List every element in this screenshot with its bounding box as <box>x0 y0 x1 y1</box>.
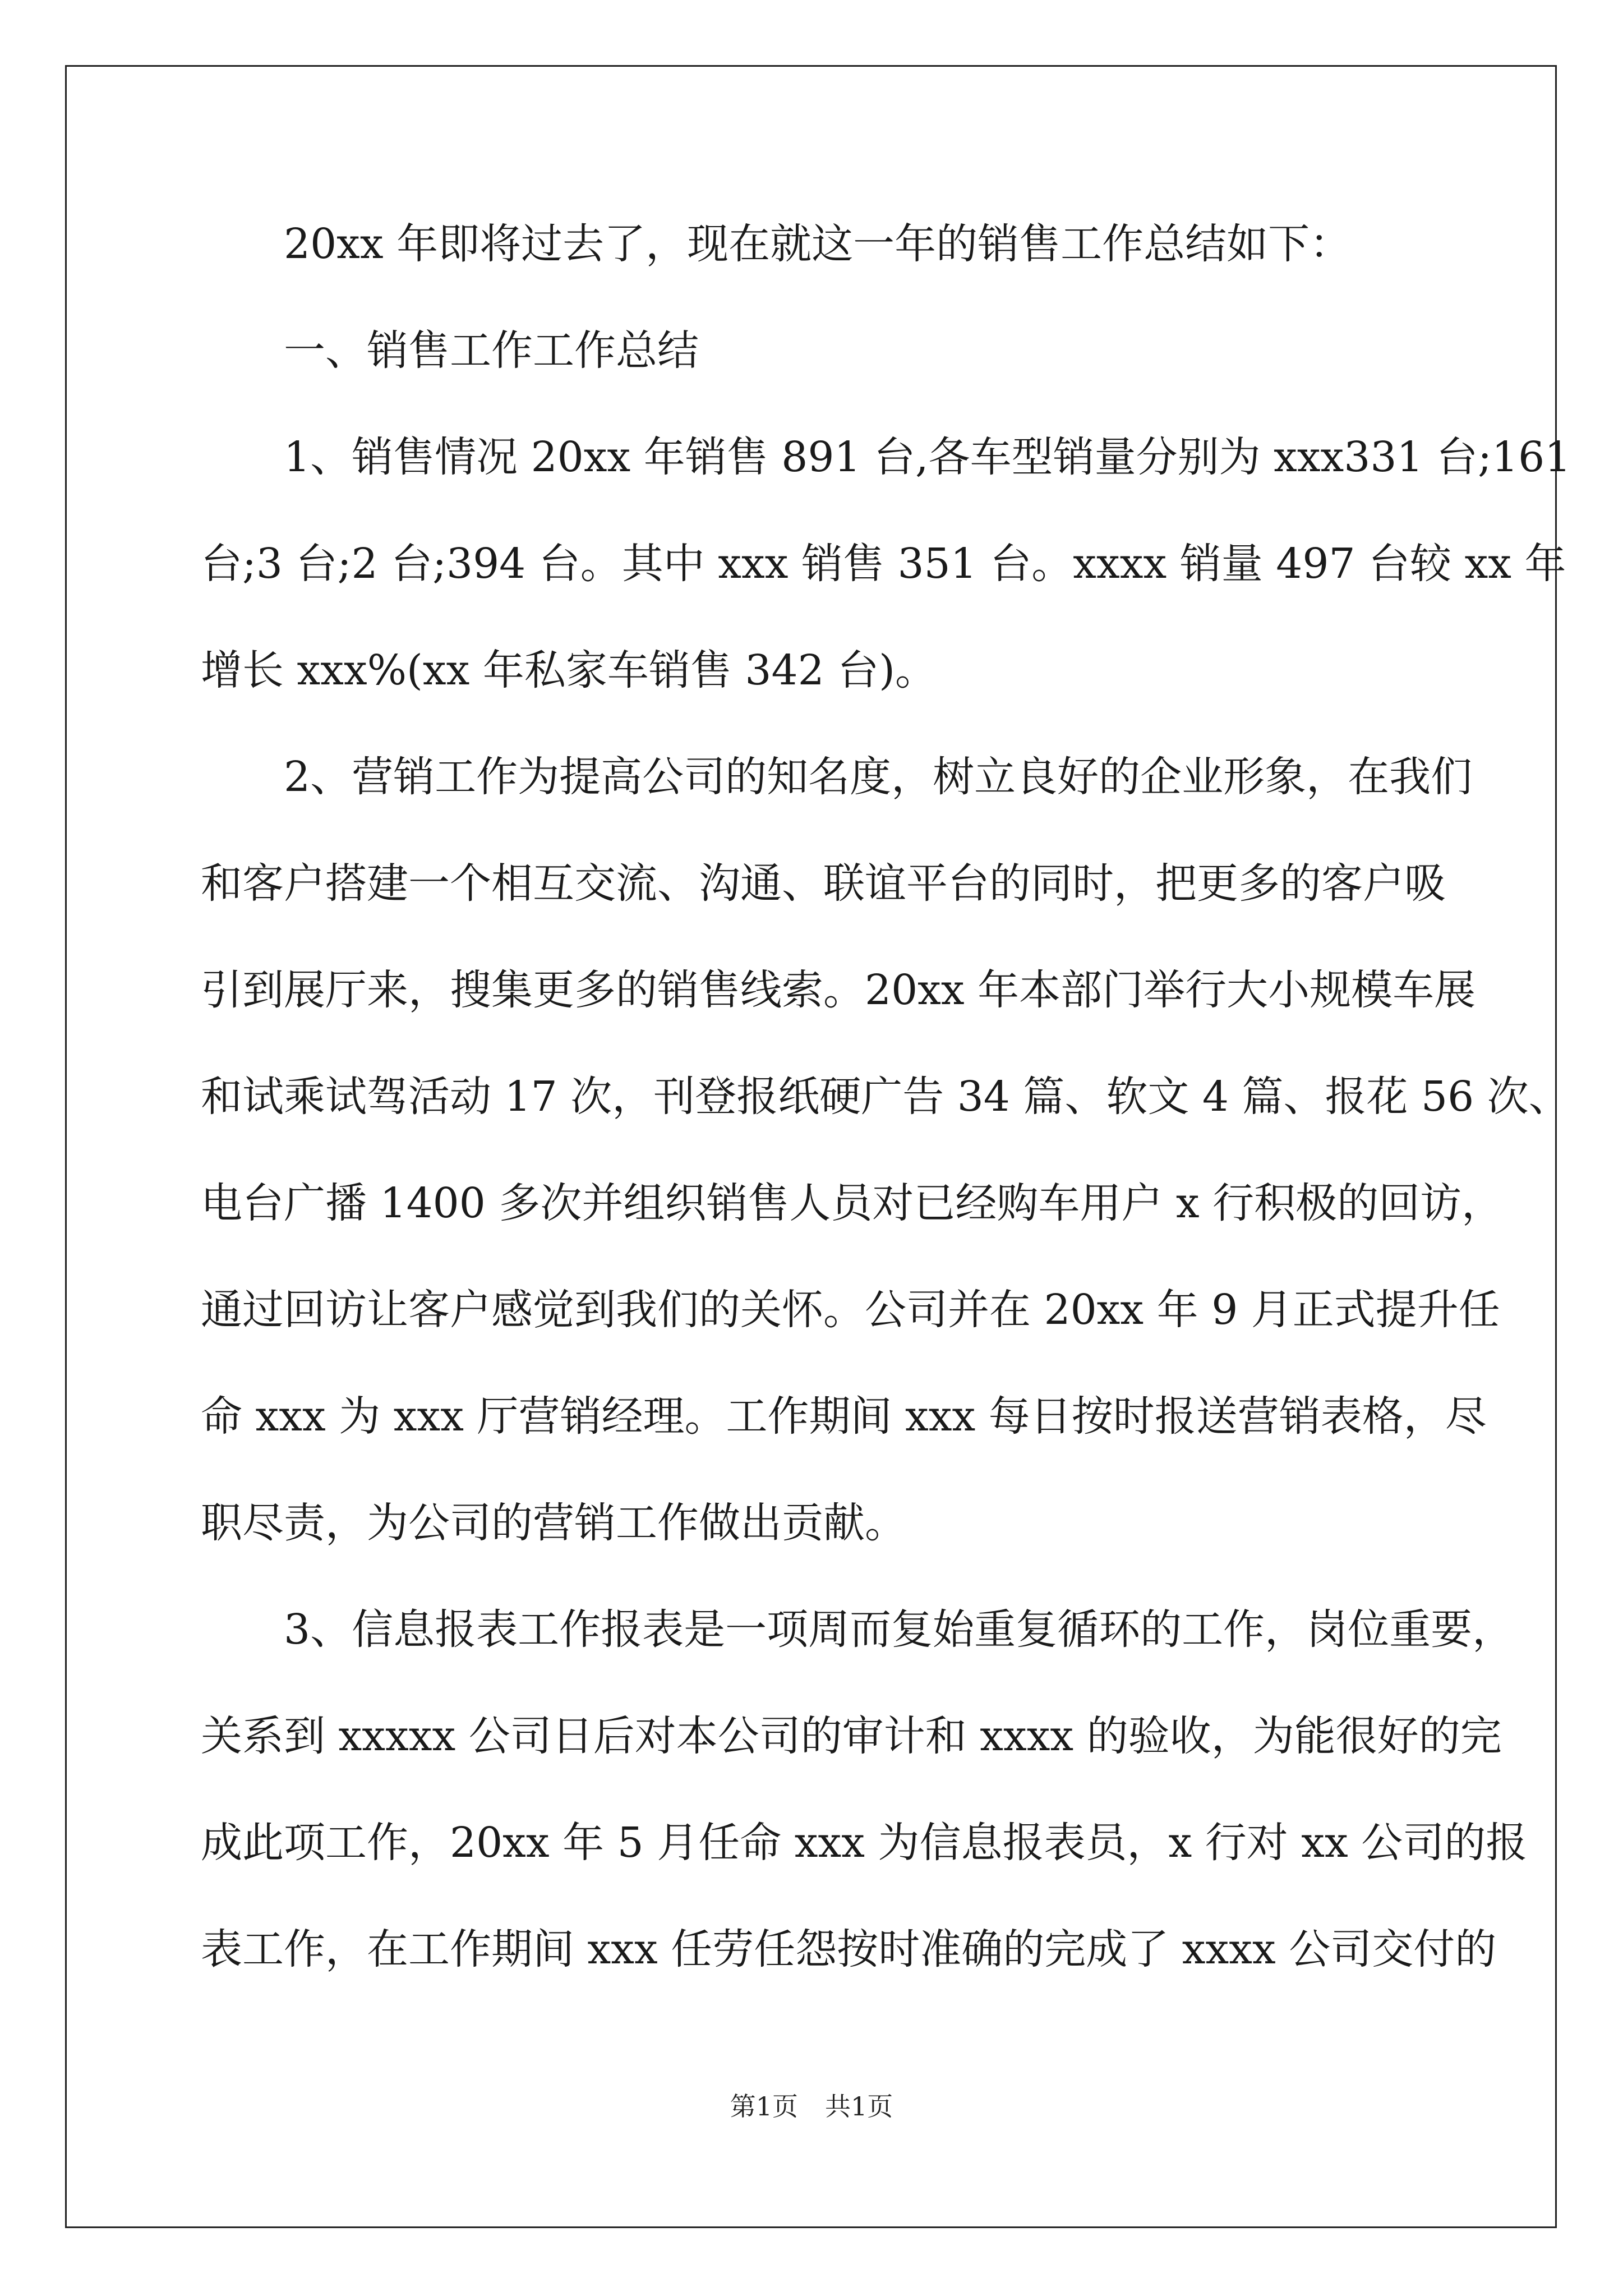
intro-line: 20xx 年即将过去了，现在就这一年的销售工作总结如下： <box>284 220 1352 268</box>
paragraph-line: 关系到 xxxxx 公司日后对本公司的审计和 xxxx 的验收，为能很好的完 <box>201 1712 1502 1760</box>
page-number: 第1页 <box>730 2091 798 2122</box>
paragraph-line: 1、销售情况 20xx 年销售 891 台,各车型销量分别为 xxx331 台;161 <box>284 433 1571 481</box>
paragraph-line: 和试乘试驾活动 17 次，刊登报纸硬广告 34 篇、软文 4 篇、报花 56 次、 <box>201 1073 1570 1121</box>
paragraph-line: 引到展厅来，搜集更多的销售线索。20xx 年本部门举行大小规模车展 <box>201 966 1476 1014</box>
paragraph-line: 表工作，在工作期间 xxx 任劳任怨按时准确的完成了 xxxx 公司交付的 <box>201 1925 1497 1973</box>
paragraph-line: 增长 xxx%(xx 年私家车销售 342 台)。 <box>201 646 937 694</box>
paragraph-line: 电台广播 1400 多次并组织销售人员对已经购车用户 x 行积极的回访， <box>201 1179 1504 1227</box>
paragraph-line: 和客户搭建一个相互交流、沟通、联谊平台的同时，把更多的客户吸 <box>201 859 1446 908</box>
paragraph-line: 成此项工作，20xx 年 5 月任命 xxx 为信息报表员，x 行对 xx 公司的报 <box>201 1819 1528 1867</box>
page-footer <box>0 2090 1623 2123</box>
paragraph-line: 3、信息报表工作报表是一项周而复始重复循环的工作，岗位重要， <box>284 1605 1514 1654</box>
paragraph-line: 2、营销工作为提高公司的知名度，树立良好的企业形象，在我们 <box>284 753 1473 801</box>
page-total: 共1页 <box>825 2091 893 2122</box>
paragraph-line: 命 xxx 为 xxx 厅营销经理。工作期间 xxx 每日按时报送营销表格，尽 <box>201 1392 1487 1441</box>
paragraph-line: 台;3 台;2 台;394 台。其中 xxx 销售 351 台。xxxx 销量 497 台较 xx 年 <box>201 540 1566 588</box>
paragraph-line: 职尽责，为公司的营销工作做出贡献。 <box>201 1499 906 1547</box>
page-border <box>65 65 1571 2228</box>
paragraph-line: 通过回访让客户感觉到我们的关怀。公司并在 20xx 年 9 月正式提升任 <box>201 1286 1500 1334</box>
section-heading: 一、销售工作工作总结 <box>284 326 699 375</box>
